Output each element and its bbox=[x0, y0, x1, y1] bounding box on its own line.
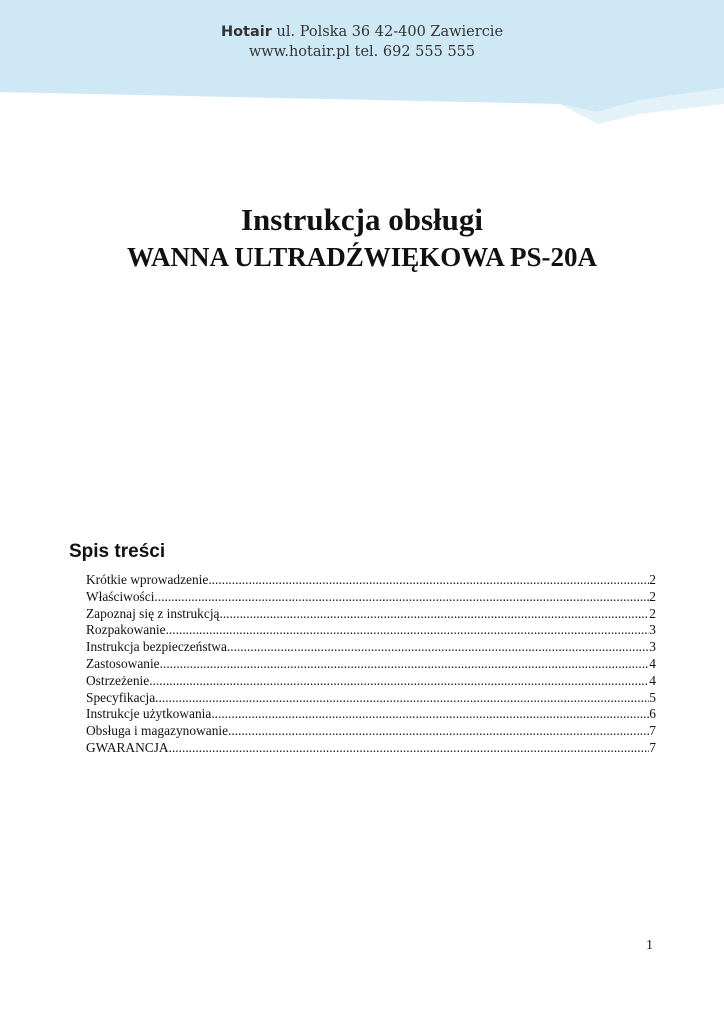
toc-leader bbox=[227, 639, 649, 656]
toc-leader bbox=[208, 572, 649, 589]
toc-leader bbox=[160, 656, 650, 673]
toc-entry-label: Instrukcja bezpieczeństwa bbox=[86, 639, 227, 655]
letterhead bbox=[0, 22, 724, 62]
toc-leader bbox=[219, 606, 649, 623]
page-number: 1 bbox=[646, 938, 653, 953]
company-name: Hotair bbox=[220, 24, 272, 40]
toc-entry-label: Krótkie wprowadzenie bbox=[86, 572, 209, 587]
toc-entry-page: 2 bbox=[649, 588, 656, 604]
toc-entry[interactable] bbox=[86, 740, 656, 757]
toc-entry[interactable] bbox=[86, 572, 656, 589]
toc-entry[interactable] bbox=[86, 622, 656, 639]
toc-leader bbox=[149, 673, 649, 690]
toc-leader bbox=[228, 723, 649, 740]
toc-entry-page: 2 bbox=[649, 572, 656, 587]
toc-entry-label: Właściwości bbox=[86, 588, 155, 604]
toc-entry[interactable] bbox=[86, 690, 656, 707]
toc-entry-label: Obsługa i magazynowanie bbox=[86, 723, 229, 739]
toc-entry-page: 4 bbox=[649, 672, 656, 688]
toc-entry-label: Zapoznaj się z instrukcją bbox=[86, 605, 220, 621]
toc-entry-page: 2 bbox=[649, 605, 656, 621]
toc-entry-page: 3 bbox=[649, 622, 656, 638]
company-contact: www.hotair.pl tel. 692 555 555 bbox=[248, 44, 476, 60]
toc-entry-label: Ostrzeżenie bbox=[86, 672, 150, 688]
title-line-1: Instrukcja obsługi bbox=[240, 202, 484, 237]
toc-entry[interactable] bbox=[86, 706, 656, 723]
toc-entry-label: Rozpakowanie bbox=[86, 622, 166, 638]
table-of-contents bbox=[86, 572, 656, 757]
toc-entry-page: 5 bbox=[649, 689, 656, 705]
toc-entry-page: 4 bbox=[649, 655, 656, 671]
toc-leader bbox=[166, 622, 650, 639]
letterhead-address-line bbox=[0, 22, 724, 42]
toc-entry[interactable] bbox=[86, 639, 656, 656]
toc-entry[interactable] bbox=[86, 723, 656, 740]
company-address: ul. Polska 36 42-400 Zawiercie bbox=[276, 24, 504, 40]
toc-leader bbox=[211, 706, 649, 723]
title-line-2: WANNA ULTRADŹWIĘKOWA PS-20A bbox=[126, 242, 598, 272]
toc-entry-label: Instrukcje użytkowania bbox=[86, 706, 212, 722]
toc-entry-page: 3 bbox=[649, 639, 656, 655]
document-title bbox=[0, 200, 724, 274]
toc-leader bbox=[155, 690, 649, 707]
toc-entry-label: GWARANCJA bbox=[86, 739, 169, 755]
toc-entry[interactable] bbox=[86, 673, 656, 690]
toc-entry-label: Zastosowanie bbox=[86, 655, 160, 671]
toc-entry[interactable] bbox=[86, 589, 656, 606]
toc-heading: Spis treści bbox=[69, 541, 166, 562]
toc-entry[interactable] bbox=[86, 606, 656, 623]
toc-entry-page: 6 bbox=[649, 706, 656, 722]
toc-leader bbox=[169, 740, 650, 757]
toc-entry-page: 7 bbox=[649, 723, 656, 739]
toc-entry[interactable] bbox=[86, 656, 656, 673]
header-decoration bbox=[0, 0, 724, 130]
toc-leader bbox=[154, 589, 649, 606]
toc-entry-page: 7 bbox=[649, 739, 656, 755]
toc-entry-label: Specyfikacja bbox=[86, 689, 156, 705]
